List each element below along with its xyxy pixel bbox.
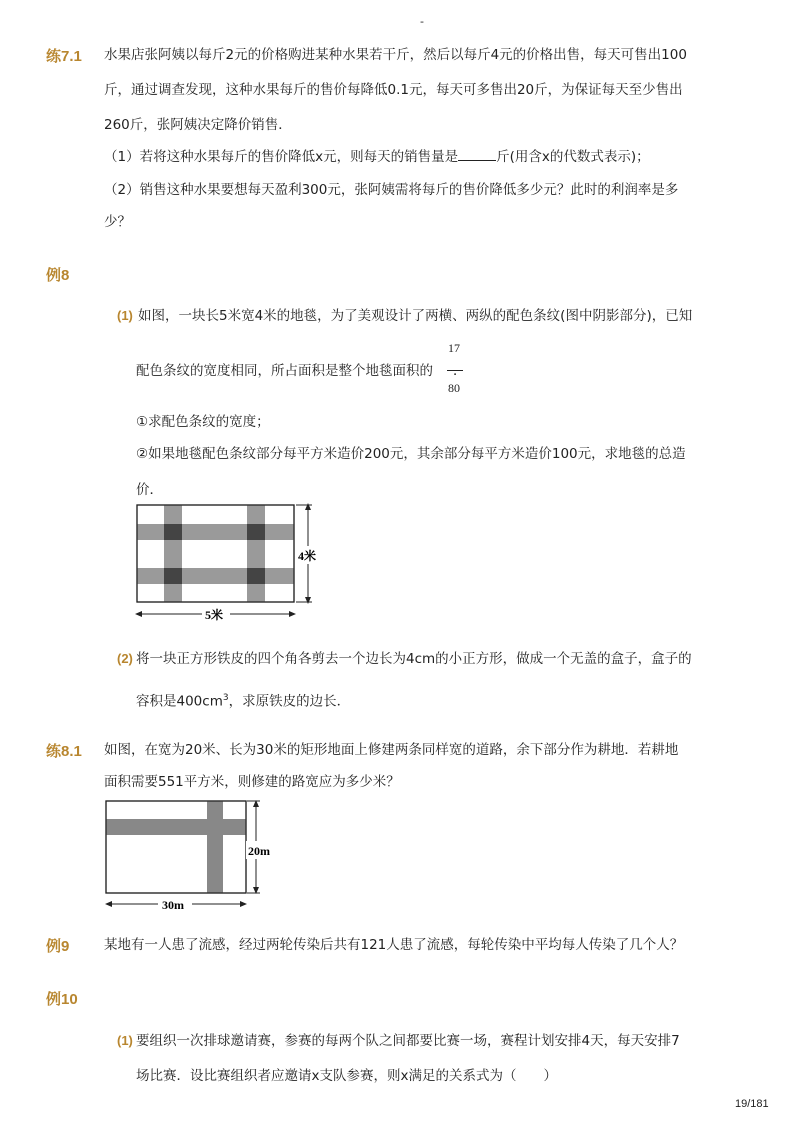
line-2-end: ． — [453, 363, 467, 379]
exercise-7-1-line-1: 水果店张阿姨以每斤2元的价格购进某种水果若干斤，然后以每斤4元的价格出售，每天可售出100 — [104, 47, 687, 63]
example-8-question-b-line-1: ②如果地毯配色条纹部分每平方米造价200元，其余部分每平方米造价100元，求地毯的总造 — [136, 446, 686, 462]
carpet-figure — [130, 498, 330, 628]
example-10-part-1-number: (1) — [117, 1033, 133, 1048]
horizontal-stripe-2 — [137, 568, 294, 584]
answer-blank — [458, 147, 496, 161]
example-8-part-2-line-1: 将一块正方形铁皮的四个角各剪去一个边长为4cm的小正方形，做成一个无盖的盒子，盒子的 — [136, 651, 692, 667]
question-1-text: （1）若将这种水果每斤的售价降低x元，则每天的销售量是 — [104, 149, 459, 165]
page-number: 19/181 — [735, 1098, 769, 1110]
example-8-part-1-line-1: 如图，一块长5米宽4米的地毯，为了美观设计了两横、两纵的配色条纹(图中阴影部分)，已知 — [138, 308, 693, 324]
stripe-overlap-4 — [247, 568, 265, 584]
exercise-8-1-line-2: 面积需要551平方米，则修建的路宽应为多少米？ — [104, 774, 400, 790]
example-9-text: 某地有一人患了流感，经过两轮传染后共有121人患了流感，每轮传染中平均每人传染了几个人？ — [104, 937, 684, 953]
carpet-width-label: 5米 — [205, 608, 224, 622]
carpet-outline — [137, 505, 294, 602]
field-height-label: 20m — [248, 844, 270, 858]
exercise-7-1-line-2: 斤，通过调查发现，这种水果每斤的售价每降低0.1元，每天可多售出20斤，为保证每天至少售出 — [104, 82, 683, 98]
example-9-label: 例9 — [46, 938, 70, 955]
vertical-stripe-1 — [164, 505, 182, 602]
header-mark: - — [420, 15, 424, 28]
field-width-label: 30m — [162, 898, 184, 912]
exercise-7-1-question-2-line-1: （2）销售这种水果要想每天盈利300元，张阿姨需将每斤的售价降低多少元？此时的利润率是多 — [104, 182, 679, 198]
fraction-denominator: 80 — [448, 381, 460, 395]
example-8-part-2-number: (2) — [117, 651, 133, 666]
carpet-height-label: 4米 — [298, 549, 317, 563]
example-8-question-a: ①求配色条纹的宽度； — [136, 414, 270, 430]
fraction-bar — [447, 370, 463, 371]
volume-tail: ，求原铁皮的边长． — [228, 693, 351, 710]
exercise-7-1-label: 练7.1 — [46, 48, 82, 65]
example-10-label: 例10 — [46, 991, 78, 1008]
line-2-text: 配色条纹的宽度相同，所占面积是整个地毯面积的 — [136, 363, 433, 379]
exercise-7-1-question-1 — [104, 147, 650, 167]
example-10-line-1: 要组织一次排球邀请赛，参赛的每两个队之间都要比赛一场，赛程计划安排4天，每天安排7 — [136, 1033, 680, 1049]
field-figure — [100, 797, 290, 915]
example-8-part-2-line-2 — [136, 688, 350, 712]
horizontal-stripe-1 — [137, 524, 294, 540]
stripe-overlap-3 — [164, 568, 182, 584]
field-outline — [106, 801, 246, 893]
volume-exponent: 3 — [222, 693, 229, 703]
exercise-7-1-question-2-line-2: 少？ — [104, 214, 131, 230]
example-8-part-1-number: (1) — [117, 308, 133, 323]
question-1-tail: 斤(用含x的代数式表示)； — [496, 149, 650, 165]
vertical-stripe-2 — [247, 505, 265, 602]
stripe-overlap-2 — [247, 524, 265, 540]
exercise-7-1-line-3: 260斤，张阿姨决定降价销售． — [104, 117, 292, 133]
stripe-overlap-1 — [164, 524, 182, 540]
fraction-numerator: 17 — [448, 341, 460, 355]
example-8-label: 例8 — [46, 267, 70, 284]
volume-text: 容积是400cm — [136, 693, 223, 710]
vertical-road — [207, 801, 223, 893]
example-8-question-b-line-2: 价． — [136, 482, 163, 498]
exercise-8-1-line-1: 如图，在宽为20米、长为30米的矩形地面上修建两条同样宽的道路，余下部分作为耕地．若耕地 — [104, 742, 679, 758]
example-10-line-2: 场比赛．设比赛组织者应邀请x支队参赛，则x满足的关系式为（ ） — [136, 1068, 557, 1084]
example-8-part-1-line-2 — [136, 361, 467, 381]
exercise-8-1-label: 练8.1 — [46, 743, 82, 760]
horizontal-road — [106, 819, 246, 835]
